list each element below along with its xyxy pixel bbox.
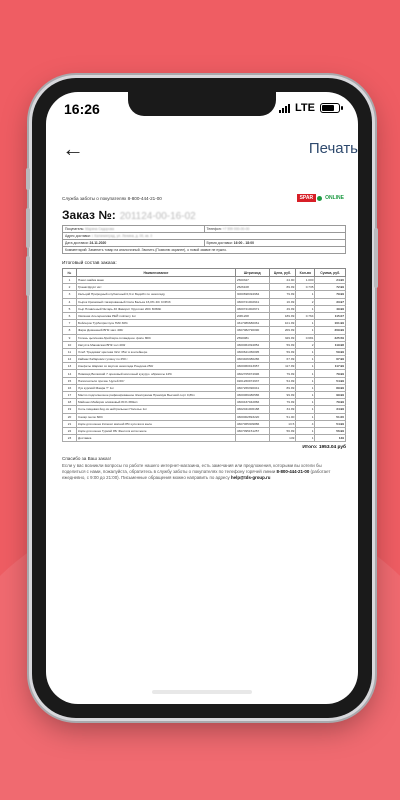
table-cell: 1 [296, 291, 315, 298]
table-cell: 2526108 [235, 284, 269, 291]
table-cell: 1 [296, 348, 315, 355]
table-cell: 4600064394852 [235, 341, 269, 348]
network-type: LTE [295, 102, 315, 114]
table-cell: 99.99 [315, 392, 346, 399]
table-header-cell: Кол-во [296, 269, 315, 277]
table-cell: 13.5 [269, 420, 296, 427]
phone-value: +7 999 000-00-00 [222, 227, 250, 231]
table-cell: Фарш Домашний ВНК заго 400г [77, 327, 236, 334]
table-cell: Пивовид Волжский 7 ореховый молочный кукуруз. абрикосы 125г [77, 370, 236, 377]
table-cell: 67.99 [315, 356, 346, 363]
table-cell: 149 [315, 435, 346, 442]
table-cell: 0201260974937 [235, 377, 269, 384]
table-row [63, 420, 346, 427]
signal-icon [279, 103, 290, 113]
table-row [63, 284, 346, 291]
table-header-cell: Наименование [77, 269, 236, 277]
table-cell: 24.90 [315, 277, 346, 284]
table-cell: 0.735 [296, 284, 315, 291]
table-cell: 54.99 [315, 377, 346, 384]
table-cell: 59.99 [315, 348, 346, 355]
table-cell: 79.99 [315, 399, 346, 406]
table-cell: 115.07 [315, 312, 346, 319]
table-cell: 1 [296, 370, 315, 377]
table-row [63, 305, 346, 312]
table-cell: 34.99 [269, 406, 296, 413]
thanks-text-2: (работает ежедневно, с 9:00 до 21:00). Письменные обращения можно направить по адресу [62, 469, 331, 481]
items-table [62, 268, 346, 442]
table-cell: 1 [296, 427, 315, 434]
section-title: Итоговый состав заказа: [62, 261, 117, 266]
table-cell: 1 [296, 435, 315, 442]
table-cell: 21 [63, 420, 77, 427]
table-cell: Овсяная Альтернатива РЕЙ molinery 1кг [77, 312, 236, 319]
table-cell: 56.99 [315, 427, 346, 434]
table-cell: Сахар песок 600г [77, 413, 236, 420]
table-cell: 89.99 [269, 284, 296, 291]
table-row [63, 341, 346, 348]
table-cell: 67.99 [269, 356, 296, 363]
order-heading [62, 208, 346, 222]
table-cell: 4607082790090 [235, 327, 269, 334]
table-cell: 79.99 [269, 370, 296, 377]
table-cell: 1 [296, 384, 315, 391]
table-cell: 2 [296, 298, 315, 305]
table-cell: 59.99 [269, 341, 296, 348]
table-cell: 1 [296, 399, 315, 406]
table-cell: 3 [63, 291, 77, 298]
table-cell: 54.99 [269, 377, 296, 384]
table-cell: 1 [296, 377, 315, 384]
table-row [63, 277, 346, 284]
table-cell: 4617086680061 [235, 320, 269, 327]
table-cell: 20 [63, 413, 77, 420]
table-row [63, 363, 346, 370]
table-cell: 79.99 [315, 291, 346, 298]
table-cell: Лук курский Маара 'Г' 1кг [77, 384, 236, 391]
table-cell: 51.00 [315, 413, 346, 420]
volume-up-button [26, 208, 30, 248]
table-cell: 4600437042866 [235, 399, 269, 406]
table-cell: Пакет-майка маек [77, 277, 236, 284]
table-cell: 23 [63, 435, 77, 442]
table-cell: 7 [63, 320, 77, 327]
table-row [63, 384, 346, 391]
table-cell: 1 [296, 406, 315, 413]
table-cell [235, 435, 269, 442]
table-cell: 79.99 [269, 291, 296, 298]
table-cell: 1 [296, 327, 315, 334]
table-cell: Наполнители прочие 'Цулей 60г' [77, 377, 236, 384]
table-cell: 6 [63, 312, 77, 319]
table-cell: 4600069480586 [235, 392, 269, 399]
table-cell: 2590081 [235, 334, 269, 341]
table-cell: 1 [296, 305, 315, 312]
table-cell: Сыр Плавленый Янтарь 40 Фаворит брусочки 200г БЗМЖ [77, 305, 236, 312]
table-row [63, 327, 346, 334]
table-cell: 4600060913957 [235, 363, 269, 370]
table-cell: 51.00 [269, 413, 296, 420]
thanks-block [62, 456, 346, 481]
table-cell: 34.99 [315, 406, 346, 413]
table-row [63, 399, 346, 406]
table-cell: 16.99 [269, 298, 296, 305]
table-cell: 1 [296, 413, 315, 420]
table-cell: Соль пищевая йод.из нейтральных Полесье 1кг [77, 406, 236, 413]
table-cell: 22 [63, 427, 77, 434]
customer-value: Марина Сидорова [85, 227, 114, 231]
table-cell: 89.99 [315, 384, 346, 391]
table-row [63, 348, 346, 355]
silent-switch [26, 168, 30, 190]
table-cell: 15 [63, 377, 77, 384]
table-cell: 49.99 [315, 305, 346, 312]
table-cell: 99.99 [269, 392, 296, 399]
items-table-header [63, 269, 346, 277]
table-row [63, 435, 346, 442]
table-cell: Кальций Природный клубничный 0,9 кг Бадибл по шоколаду [77, 291, 236, 298]
table-cell: Сырок Кремовый глазированный Сила Бальза 16,0% 40г СОЮЗ [77, 298, 236, 305]
table-cell: 9 [63, 334, 77, 341]
table-cell: Хлеб 'Гредовая' цветная 32зт 35зт в контейнере [77, 348, 236, 355]
table-cell: 3000698494984 [235, 291, 269, 298]
table-cell: 0.681 [296, 334, 315, 341]
table-cell: 16 [63, 384, 77, 391]
table-cell: 2500327 [235, 277, 269, 284]
table-cell: 2 [63, 284, 77, 291]
table-cell: 54.99 [315, 420, 346, 427]
home-indicator [152, 690, 252, 694]
table-cell: 1 [296, 363, 315, 370]
phone-frame [32, 78, 372, 718]
table-row [63, 427, 346, 434]
table-cell: 4607266390041 [235, 384, 269, 391]
table-header-cell: № [63, 269, 77, 277]
table-cell: 49.99 [269, 305, 296, 312]
table-cell: 72.99 [315, 284, 346, 291]
order-number: 201124-00-16-02 [119, 211, 196, 222]
table-cell: 4602705974996 [235, 370, 269, 377]
table-cell: 4600721002671 [235, 305, 269, 312]
table-cell: 4607095151257 [235, 427, 269, 434]
table-row [63, 312, 346, 319]
table-row [63, 370, 346, 377]
table-cell: 4600621450095 [235, 348, 269, 355]
table-cell: 329.99 [269, 334, 296, 341]
volume-down-button [26, 256, 30, 296]
table-cell: Каймак Хабаровск гуляшу по 250 г [77, 356, 236, 363]
table-cell: 13 [63, 363, 77, 370]
table-cell: 1 [296, 356, 315, 363]
table-cell: 4600002893220 [235, 413, 269, 420]
table-cell: 209.99 [269, 327, 296, 334]
table-cell: 8 [63, 327, 77, 334]
table-cell: 24.90 [269, 277, 296, 284]
table-cell: 1 [296, 392, 315, 399]
table-cell: 1 [296, 320, 315, 327]
table-cell: 4 [296, 420, 315, 427]
table-cell: Гранатфрукт кит [77, 284, 236, 291]
order-label: Заказ №: [62, 208, 116, 222]
table-cell: Капуста Маковская ВНК хол 400г [77, 341, 236, 348]
table-row [63, 356, 346, 363]
receipt-document [62, 192, 346, 481]
service-text: Служба заботы о покупателях 8-800-444-21-00 [62, 195, 162, 201]
table-row [63, 413, 346, 420]
table-cell: Голень цыпленка-бройлера охлажденн. филе 800г [77, 334, 236, 341]
table-cell: 14 [63, 370, 77, 377]
thanks-title: Спасибо за Ваш заказ! [62, 456, 111, 462]
app-bar [46, 136, 358, 166]
spar-online-logo: SPAR ONLINE [297, 194, 346, 202]
table-cell: 101.99 [315, 320, 346, 327]
table-cell: Бойлерок Турбоприслуга ГМК 30% [77, 320, 236, 327]
table-cell: 2081208 [235, 312, 269, 319]
address-value: г. Калининград, ул. Ленина, д. 00, кв. 0 [91, 234, 153, 238]
table-cell: 10 [63, 341, 77, 348]
comment-value: Заменить товар на аналогичный. Звонить (Позвоню заранее), о новой заявке не нужно. [88, 248, 227, 252]
table-cell: 149 [269, 435, 296, 442]
table-cell: Доставка [77, 435, 236, 442]
table-cell: Корм для кошек Гурмэй 95г Фэнтолк котик желе [77, 427, 236, 434]
support-email[interactable]: help@tds-group.ru [231, 475, 271, 481]
table-row [63, 392, 346, 399]
table-row [63, 377, 346, 384]
table-header-cell: Сумма, руб. [315, 269, 346, 277]
table-cell: Конфеты Шарики со вкусом шоколада Рондина 250г [77, 363, 236, 370]
table-cell: 4602041006188 [235, 406, 269, 413]
table-cell: 33.97 [315, 298, 346, 305]
table-row [63, 334, 346, 341]
arrow-left-icon[interactable]: ← [62, 136, 84, 161]
table-cell: 4 [63, 298, 77, 305]
table-cell: 117.99 [315, 363, 346, 370]
table-header-cell: Штрихкод [235, 269, 269, 277]
thanks-text-1: Если у вас возникли вопросы по работе нашего интернет-магазина, есть замечания или предложения, которыми вы хотели бы поделиться с нами, пожалуйста, обратитесь в службу заботы о покупателях по телефону горячей линии [62, 463, 322, 475]
table-cell: 209.99 [315, 327, 346, 334]
table-cell: 225.59 [315, 334, 346, 341]
delivery-date: 24.11.2020 [89, 241, 107, 245]
table-cell: Корм для кошек Китекат мясной 85г кусочки в желе [77, 420, 236, 427]
status-indicators [279, 102, 340, 114]
table-cell: 56.99 [269, 427, 296, 434]
table-cell: 11 [63, 348, 77, 355]
table-row [63, 406, 346, 413]
battery-icon [320, 103, 340, 113]
table-cell: 79.99 [269, 399, 296, 406]
table-cell: 189.99 [269, 312, 296, 319]
table-cell: 19 [63, 406, 77, 413]
table-cell: 18 [63, 399, 77, 406]
table-cell: 4603406380286 [235, 356, 269, 363]
table-cell: 4607065309886 [235, 420, 269, 427]
power-button [374, 228, 378, 288]
table-cell: 79.99 [315, 370, 346, 377]
table-cell: Масло подсолнечное рафинированное Жемчужина Премиум Высший сорт 0,86л [77, 392, 236, 399]
table-cell: 1 [63, 277, 77, 284]
delivery-time: 16:00 - 18:00 [233, 241, 255, 245]
print-button[interactable]: Печать [308, 140, 358, 157]
table-cell: 5 [63, 305, 77, 312]
table-cell: 0.764 [296, 312, 315, 319]
table-cell: 119.98 [315, 341, 346, 348]
table-cell: Майонез Майорик оливковый 81% 380мл [77, 399, 236, 406]
notch [128, 92, 276, 116]
table-cell: 2 [296, 341, 315, 348]
order-total: Итого: 1953.04 руб [302, 445, 346, 451]
status-time: 16:26 [64, 101, 100, 117]
table-row [63, 320, 346, 327]
table-cell: 12 [63, 356, 77, 363]
table-cell: 101.99 [269, 320, 296, 327]
phone-screen [46, 92, 358, 704]
order-info-table: Покупатель: Марина Сидорова Телефон: +7 999 000-00-00 Адрес доставки: г. Калининград, ул. Ленина, д. 00, кв. 0 Дата доставки: 24.11.2020 Время доставки: 16:00 - 18:00 Комментарий: Заменить товар на аналогичный. Звонить (Позвоню заранее), о новой заявке не нужно. [62, 225, 346, 254]
hotline-number: 8-800-444-21-00 [276, 469, 310, 475]
table-cell: 4600721002641 [235, 298, 269, 305]
table-cell: 117.99 [269, 363, 296, 370]
table-row [63, 298, 346, 305]
table-cell: 89.99 [269, 384, 296, 391]
table-cell: 17 [63, 392, 77, 399]
table-cell: 59.99 [269, 348, 296, 355]
table-cell: 1.000 [296, 277, 315, 284]
table-header-cell: Цена, руб. [269, 269, 296, 277]
table-row [63, 291, 346, 298]
